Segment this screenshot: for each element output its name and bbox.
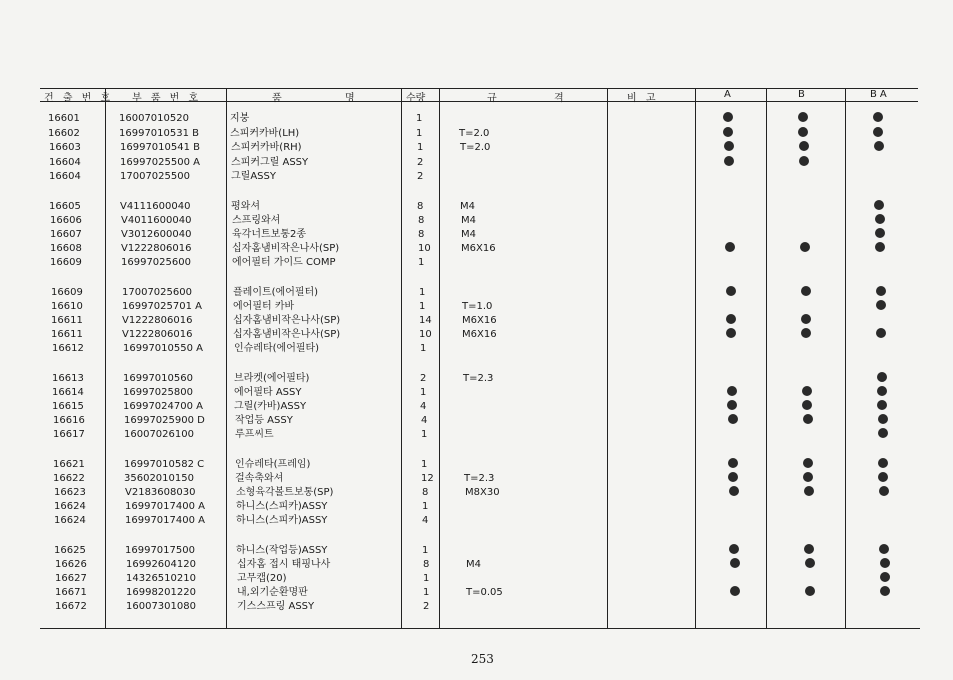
row-no: 16602 [48,128,80,139]
row-spec: M4 [461,229,476,240]
row-name: 스프링와셔 [232,215,281,226]
row-no: 16608 [50,243,82,254]
row-spec: M6X16 [462,315,497,326]
mark-dot-ba [875,242,885,252]
row-no: 16611 [51,329,83,340]
row-spec: M4 [460,201,475,212]
row-name: 에어필타 ASSY [234,387,302,398]
header-name-1: 품 [272,93,285,104]
row-qty: 4 [421,415,428,426]
row-part-no: 16997025701 A [122,301,203,312]
mark-dot-ba [878,414,888,424]
mark-dot-a [724,141,734,151]
row-part-no: V1222806016 [121,243,192,254]
row-no: 16627 [55,573,87,584]
row-no: 16614 [52,387,84,398]
row-no: 16612 [52,343,84,354]
header-col-ba: BA [870,89,890,100]
header-spec-2: 격 [554,93,567,104]
mark-dot-ba [879,486,889,496]
col-rule-ba [845,88,846,629]
row-name: 십자홈냄비작은나사(SP) [233,315,341,326]
mark-dot-a [725,242,735,252]
mark-dot-ba [873,127,883,137]
row-qty: 1 [423,587,430,598]
header-part-no: 부 품 번 호 [132,93,202,104]
mark-dot-a [727,386,737,396]
mark-dot-b [798,127,808,137]
row-no: 16617 [53,429,85,440]
row-qty: 1 [421,459,428,470]
mark-dot-ba [877,372,887,382]
row-part-no: 16997025800 [123,387,193,398]
row-qty: 2 [417,157,424,168]
mark-dot-ba [879,544,889,554]
col-rule-name [226,88,227,629]
mark-dot-a [729,544,739,554]
mark-dot-b [801,286,811,296]
mark-dot-a [726,314,736,324]
row-part-no: V3012600040 [121,229,192,240]
row-part-no: 16007026100 [124,429,194,440]
mark-dot-ba [873,112,883,122]
row-qty: 1 [419,301,426,312]
row-name: 그릴(카바)ASSY [234,401,307,412]
mark-dot-b [798,112,808,122]
row-qty: 1 [418,257,425,268]
row-name: 십자홈냄비작은나사(SP) [233,329,341,340]
row-name: 십자홈 접시 태핑나사 [237,559,331,570]
mark-dot-ba [877,386,887,396]
mark-dot-ba [880,586,890,596]
mark-dot-ba [880,572,890,582]
row-part-no: 16997010582 C [124,459,205,470]
mark-dot-b [803,472,813,482]
row-spec: T=2.3 [463,373,494,384]
row-name: 루프씨트 [235,429,274,440]
row-qty: 4 [422,515,429,526]
row-name: 작업등 ASSY [235,415,293,426]
row-no: 16626 [55,559,87,570]
page-number: 253 [471,652,494,666]
row-part-no: 16997010541 B [120,142,201,153]
mark-dot-a [730,586,740,596]
row-part-no: 16997010550 A [123,343,204,354]
mark-dot-a [723,127,733,137]
row-name: 평와셔 [231,201,260,212]
row-no: 16609 [51,287,83,298]
row-part-no: 16997017500 [125,545,195,556]
row-no: 16605 [49,201,81,212]
row-part-no: 16997010560 [123,373,193,384]
row-no: 16611 [51,315,83,326]
row-no: 16615 [52,401,84,412]
row-part-no: 16007301080 [126,601,196,612]
col-rule-a [695,88,696,629]
row-no: 16625 [54,545,86,556]
row-qty: 14 [419,315,432,326]
mark-dot-ba [874,141,884,151]
row-no: 16616 [53,415,85,426]
row-no: 16613 [52,373,84,384]
row-spec: M6X16 [461,243,496,254]
mark-dot-a [728,458,738,468]
row-qty: 8 [418,215,425,226]
row-qty: 1 [416,128,423,139]
row-spec: M6X16 [462,329,497,340]
row-name: 그릴ASSY [231,171,276,182]
row-qty: 2 [420,373,427,384]
row-qty: 8 [417,201,424,212]
col-rule-spec [439,88,440,629]
row-qty: 10 [419,329,432,340]
row-part-no: 16998201220 [126,587,196,598]
row-qty: 1 [421,429,428,440]
row-name: 육각너트보통2종 [232,229,306,240]
row-no: 16601 [48,113,80,124]
row-part-no: V1222806016 [122,315,193,326]
header-qty: 수량 [406,93,426,104]
row-name: 인슈레타(프레임) [235,459,311,470]
row-part-no: 17007025600 [122,287,192,298]
row-qty: 4 [420,401,427,412]
mark-dot-a [728,414,738,424]
row-qty: 8 [422,487,429,498]
row-name: 소형육각볼트보통(SP) [236,487,334,498]
mark-dot-b [801,328,811,338]
row-spec: M4 [461,215,476,226]
header-col-b: B [798,89,808,100]
row-spec: T=1.0 [462,301,493,312]
mark-dot-a [726,328,736,338]
col-rule-b [766,88,767,629]
row-part-no: 16997025600 [121,257,191,268]
mark-dot-b [799,141,809,151]
row-no: 16624 [54,515,86,526]
mark-dot-b [803,458,813,468]
row-no: 16604 [49,171,81,182]
row-spec: M4 [466,559,481,570]
row-no: 16624 [54,501,86,512]
mark-dot-b [804,486,814,496]
row-qty: 8 [423,559,430,570]
row-name: 스피커카바(LH) [230,128,300,139]
row-name: 에어필터 가이드 COMP [232,257,336,268]
row-qty: 1 [416,113,423,124]
row-qty: 10 [418,243,431,254]
mark-dot-ba [878,472,888,482]
mark-dot-ba [874,200,884,210]
mark-dot-a [728,472,738,482]
row-no: 16610 [51,301,83,312]
row-name: 고무캡(20) [237,573,287,584]
col-rule-remarks [607,88,608,629]
row-qty: 1 [417,142,424,153]
row-name: 내,외기순환명판 [237,587,308,598]
row-qty: 1 [420,387,427,398]
mark-dot-ba [878,428,888,438]
row-part-no: 16997010531 B [119,128,200,139]
mark-dot-ba [878,458,888,468]
row-qty: 1 [420,343,427,354]
row-name: 지붕 [230,113,250,124]
row-name: 플레이트(에어필터) [233,287,319,298]
col-rule-part [105,88,106,629]
mark-dot-a [729,486,739,496]
row-spec: T=2.0 [459,128,490,139]
row-part-no: V2183608030 [125,487,196,498]
row-name: 하니스(스피카)ASSY [236,501,328,512]
mark-dot-ba [875,214,885,224]
header-remarks: 비 고 [627,93,659,104]
row-no: 16609 [50,257,82,268]
mark-dot-ba [876,328,886,338]
row-name: 브라켓(에어필타) [234,373,310,384]
row-part-no: V4011600040 [121,215,192,226]
row-name: 하니스(작업등)ASSY [236,545,328,556]
mark-dot-b [800,242,810,252]
row-qty: 2 [423,601,430,612]
row-name: 스피커카바(RH) [231,142,302,153]
row-no: 16671 [55,587,87,598]
mark-dot-a [723,112,733,122]
row-part-no: 16997024700 A [123,401,204,412]
row-name: 스피커그릴 ASSY [231,157,309,168]
row-spec: M8X30 [465,487,500,498]
mark-dot-b [802,386,812,396]
row-part-no: 16997025900 D [124,415,205,426]
row-name: 에어필터 카바 [233,301,295,312]
mark-dot-ba [875,228,885,238]
mark-dot-ba [876,300,886,310]
row-qty: 1 [422,545,429,556]
row-part-no: 16997017400 A [125,501,206,512]
row-name: 기스스프링 ASSY [237,601,315,612]
row-spec: T=2.0 [460,142,491,153]
row-no: 16607 [50,229,82,240]
row-name: 십자홈냄비작은나사(SP) [232,243,340,254]
row-part-no: 17007025500 [120,171,190,182]
row-part-no: 16992604120 [126,559,196,570]
row-name: 인슈레타(에어필타) [234,343,320,354]
mark-dot-b [803,414,813,424]
mark-dot-b [804,544,814,554]
row-part-no: 14326510210 [126,573,196,584]
mark-dot-a [730,558,740,568]
row-qty: 2 [417,171,424,182]
row-part-no: 35602010150 [124,473,194,484]
row-spec: T=0.05 [466,587,503,598]
row-part-no: 16997017400 A [125,515,206,526]
row-qty: 1 [423,573,430,584]
header-col-a: A [724,89,734,100]
mark-dot-a [726,286,736,296]
row-no: 16622 [53,473,85,484]
mark-dot-a [724,156,734,166]
row-qty: 12 [421,473,434,484]
header-no: 건 출 번 호 [44,93,114,104]
mark-dot-b [799,156,809,166]
row-qty: 1 [422,501,429,512]
mark-dot-b [802,400,812,410]
mark-dot-b [801,314,811,324]
row-no: 16621 [53,459,85,470]
mark-dot-ba [877,400,887,410]
row-qty: 1 [419,287,426,298]
row-no: 16606 [50,215,82,226]
row-part-no: V4111600040 [120,201,191,212]
mark-dot-b [805,586,815,596]
row-qty: 8 [418,229,425,240]
mark-dot-ba [880,558,890,568]
row-no: 16672 [55,601,87,612]
mark-dot-b [805,558,815,568]
col-rule-qty [401,88,402,629]
row-part-no: V1222806016 [122,329,193,340]
row-part-no: 16007010520 [119,113,189,124]
mark-dot-a [727,400,737,410]
row-name: 하니스(스피카)ASSY [236,515,328,526]
row-no: 16623 [54,487,86,498]
row-no: 16603 [49,142,81,153]
row-name: 걸속축와셔 [235,473,284,484]
header-name-2: 명 [345,93,358,104]
row-spec: T=2.3 [464,473,495,484]
mark-dot-ba [876,286,886,296]
row-part-no: 16997025500 A [120,157,201,168]
table-bottom-rule [40,628,920,629]
row-no: 16604 [49,157,81,168]
header-spec-1: 규 [487,93,500,104]
